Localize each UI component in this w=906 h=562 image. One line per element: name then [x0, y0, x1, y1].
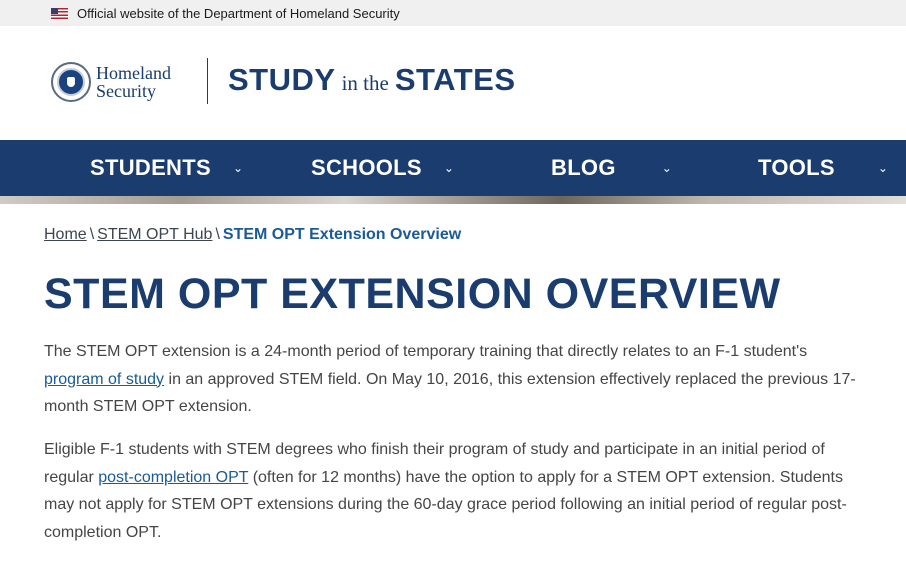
paragraph-text: The STEM OPT extension is a 24-month period of temporary training that directly relates to an F-1 student's: [44, 343, 808, 360]
dhs-logo-line2: Security: [96, 81, 156, 101]
study-in-the-states-logo[interactable]: [228, 62, 516, 98]
nav-label: TOOLS: [758, 155, 835, 180]
chevron-down-icon[interactable]: ⌄: [232, 161, 244, 175]
intro-paragraph: [44, 338, 864, 421]
nav-item-students[interactable]: [90, 140, 243, 196]
logo-states: STATES: [394, 62, 516, 97]
logo-divider: [207, 58, 208, 104]
dhs-seal-icon[interactable]: [51, 62, 91, 102]
dhs-logo-line1: Homeland: [96, 63, 171, 83]
chevron-down-icon[interactable]: ⌄: [877, 161, 888, 175]
program-of-study-link[interactable]: program of study: [44, 370, 165, 388]
logo-in-the: in the: [341, 71, 389, 95]
dhs-logo[interactable]: [96, 64, 171, 100]
nav-item-tools[interactable]: [758, 140, 888, 196]
breadcrumb-home-link[interactable]: Home: [44, 226, 87, 243]
nav-label: SCHOOLS: [311, 155, 422, 180]
nav-item-schools[interactable]: [311, 140, 454, 196]
breadcrumb-separator: \: [215, 226, 220, 243]
paragraph-text: (often for 12 months) have the option to apply for a STEM OPT extension. Students may not apply for STEM OPT extensions during the 60-day grace period following an initial period of regular post-completion OPT.: [44, 468, 847, 541]
site-header: [0, 26, 906, 140]
chevron-down-icon[interactable]: ⌄: [661, 161, 672, 175]
chevron-down-icon[interactable]: ⌄: [443, 161, 454, 175]
breadcrumb-current: STEM OPT Extension Overview: [222, 226, 462, 243]
logo-study: STUDY: [228, 62, 336, 97]
breadcrumb-separator: \: [89, 226, 95, 243]
paragraph-text: Eligible F-1 students with STEM degrees who finish their program of study and participate in an initial period of regular: [44, 441, 825, 486]
gov-banner-text: Official website of the Department of Homeland Security: [77, 5, 400, 21]
nav-item-blog[interactable]: [551, 140, 672, 196]
breadcrumb-hub-link[interactable]: STEM OPT Hub: [97, 226, 213, 243]
gov-banner: [0, 0, 906, 26]
nav-label: BLOG: [551, 155, 616, 180]
hero-image: [0, 196, 906, 204]
main-nav: [0, 140, 906, 196]
us-flag-icon: [51, 8, 68, 19]
breadcrumb: [44, 226, 461, 244]
post-completion-opt-link[interactable]: post-completion OPT: [98, 468, 249, 486]
eligibility-paragraph: [44, 436, 864, 546]
nav-label: STUDENTS: [90, 155, 211, 180]
paragraph-text: in an approved STEM field. On May 10, 2016, this extension effectively replaced the previous 17-month STEM OPT extension.: [44, 370, 856, 415]
page-title: STEM OPT EXTENSION OVERVIEW: [44, 270, 781, 318]
